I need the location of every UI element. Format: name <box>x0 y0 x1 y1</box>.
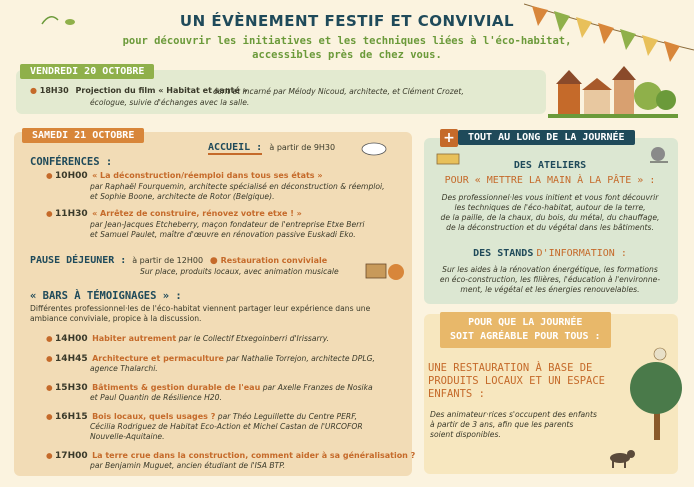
bar-item: ● 16H15 Bois locaux, quels usages ? par Théo Leguillette du Centre PERF, <box>46 412 358 422</box>
stands-title-2: D'INFORMATION : <box>536 248 627 259</box>
conf-line: et Sophie Boone, architecte de Rotor (Belgique). <box>90 192 275 201</box>
resto-line: ENFANTS : <box>428 388 485 400</box>
food-basket-icon <box>364 254 406 282</box>
bar-item: ● 15H30 Bâtiments & gestion durable de l'eau par Axelle Franzes de Nosika <box>46 383 373 393</box>
saturday-tag: SAMEDI 21 OCTOBRE <box>22 128 144 143</box>
dog-icon <box>606 448 636 470</box>
bar-item: ● 17H00 La terre crue dans la construction, comment aider à sa généralisation ? <box>46 451 416 461</box>
bar-time: 17H00 <box>55 451 88 461</box>
village-illustration <box>548 62 678 120</box>
bar-line: agence Thalarchi. <box>90 364 158 373</box>
bar-line: Cécilia Rodriguez de Habitat Eco-Action et Michel Castan de l'URCOFOR <box>90 422 363 431</box>
tree-icon <box>626 340 690 440</box>
bar-title: Bâtiments & gestion durable de l'eau <box>92 383 261 392</box>
stands-title-1: DES STANDS <box>473 248 534 259</box>
stands-title <box>430 248 670 259</box>
bar-line: et Paul Quantin de Résilience H20. <box>90 393 222 402</box>
bar-time: 14H45 <box>55 354 88 364</box>
bar-item: ● 14H00 Habiter autrement par le Collectif Etxegoinberri d'Irissarry. <box>46 334 330 344</box>
conf-time: 10H00 <box>55 171 88 181</box>
subtitle-line: accessibles près de chez vous. <box>252 49 442 61</box>
ateliers-desc: de la paille, de la chaux, du bois, du métal, du chauffage, <box>440 213 660 222</box>
stands-desc: ment, le végétal et les énergies renouvelables. <box>460 285 640 294</box>
plus-icon: + <box>440 129 458 147</box>
friday-tag: VENDREDI 20 OCTOBRE <box>20 64 154 79</box>
conf-line: par Jean-Jacques Etcheberry, maçon fondateur de l'entreprise Etxe Berri <box>90 220 365 229</box>
page-subtitle <box>100 34 594 62</box>
ateliers-desc: Des professionnel·les vous initient et vous font découvrir <box>441 193 659 202</box>
accueil-time: à partir de 9H30 <box>269 143 336 152</box>
enfants-desc: soient disponibles. <box>430 430 501 439</box>
friday-desc-1: écrit et incarné par Mélody Nicoud, architecte, et Clément Crozet, <box>213 87 464 96</box>
accueil-label: ACCUEIL : <box>208 142 263 153</box>
conf-title: « La déconstruction/réemploi dans tous ses états » <box>92 171 323 180</box>
bar-line: par le Collectif Etxegoinberri d'Irissarry. <box>178 334 330 343</box>
enfants-desc: à partir de 3 ans, afin que les parents <box>430 420 574 429</box>
stands-desc: en éco-construction, les filières, l'éducation à l'environne- <box>439 275 661 284</box>
ateliers-desc: les techniques de l'éco-habitat, autour de la terre, <box>454 203 646 212</box>
conf-heading: CONFÉRENCES : <box>30 156 113 168</box>
conf-item: ● 10H00 « La déconstruction/réemploi dans tous ses états » <box>46 171 323 181</box>
pause-label: PAUSE DÉJEUNER : <box>30 255 127 266</box>
bar-title: La terre crue dans la construction, comment aider à sa généralisation ? <box>92 451 416 460</box>
conf-title: « Arrêtez de construire, rénovez votre etxe ! » <box>92 209 302 218</box>
subtitle-line: pour découvrir les initiatives et les techniques liées à l'éco-habitat, <box>122 35 572 47</box>
bars-intro-2: ambiance conviviale, propice à la discussion. <box>30 314 202 323</box>
resto-line: UNE RESTAURATION À BASE DE <box>428 362 593 374</box>
conf-line: par Raphaël Fourquemin, architecte spécialisé en déconstruction & réemploi, <box>90 182 385 191</box>
bar-time: 14H00 <box>55 334 88 344</box>
friday-time: 18H30 <box>39 86 69 95</box>
bar-time: 15H30 <box>55 383 88 393</box>
resto-line: PRODUITS LOCAUX ET UN ESPACE <box>428 375 606 387</box>
bar-line: par Axelle Franzes de Nosika <box>262 383 373 392</box>
bar-title: Bois locaux, quels usages ? <box>92 412 216 421</box>
pause-title: Restauration conviviale <box>220 256 328 265</box>
ateliers-subtitle: POUR « METTRE LA MAIN À LA PÂTE » : <box>444 175 656 186</box>
stands-desc: Sur les aides à la rénovation énergétique, les formations <box>442 265 658 274</box>
conf-item: ● 11H30 « Arrêtez de construire, rénovez votre etxe ! » <box>46 209 302 219</box>
bar-time: 16H15 <box>55 412 88 422</box>
agreable-tag-2: SOIT AGRÉABLE POUR TOUS : <box>450 331 601 342</box>
bullet-icon: ● <box>30 86 40 95</box>
bar-line: Nouvelle-Aquitaine. <box>90 432 165 441</box>
friday-desc-2: écologue, suivie d'échanges avec la salle. <box>90 98 250 107</box>
bar-line: par Théo Leguillette du Centre PERF, <box>217 412 358 421</box>
agreable-tag-1: POUR QUE LA JOURNÉE <box>468 317 583 328</box>
conf-line: et Samuel Paulet, maître d'œuvre en rénovation passive Euskadi Eko. <box>90 230 356 239</box>
resto-title <box>428 362 605 401</box>
ateliers-title: DES ATELIERS <box>513 160 587 171</box>
pause: PAUSE DÉJEUNER : à partir de 12H00 ● Restauration conviviale <box>30 255 328 266</box>
accueil <box>208 142 335 153</box>
enfants-desc: Des animateur·rices s'occupent des enfants <box>430 410 597 419</box>
agreable-tag <box>440 312 611 348</box>
ateliers-desc: de la déconstruction et du végétal dans les bâtiments. <box>446 223 654 232</box>
bar-title: Habiter autrement <box>92 334 177 343</box>
bars-intro-1: Différentes professionnel·les de l'éco-habitat viennent partager leur expérience dans une <box>30 304 371 313</box>
pause-time: à partir de 12H00 <box>132 256 204 265</box>
leaf-icon <box>40 10 80 30</box>
bar-line: par Nathalie Torrejon, architecte DPLG, <box>226 354 375 363</box>
pause-desc: Sur place, produits locaux, avec animation musicale <box>140 267 339 276</box>
bar-title: Architecture et permaculture <box>92 354 224 363</box>
conf-time: 11H30 <box>55 209 88 219</box>
page-title: UN ÉVÈNEMENT FESTIF ET CONVIVIAL <box>179 12 515 30</box>
all-day-tag: TOUT AU LONG DE LA JOURNÉE <box>458 130 635 145</box>
bar-line: par Benjamin Muguet, ancien étudiant de l'ISA BTP. <box>90 461 286 470</box>
cloud-icon <box>360 140 388 156</box>
bar-item: ● 14H45 Architecture et permaculture par Nathalie Torrejon, architecte DPLG, <box>46 354 375 364</box>
bars-heading: « BARS À TÉMOIGNAGES » : <box>30 290 182 302</box>
friday-title: Projection du film « Habitat et santé » <box>75 86 248 95</box>
